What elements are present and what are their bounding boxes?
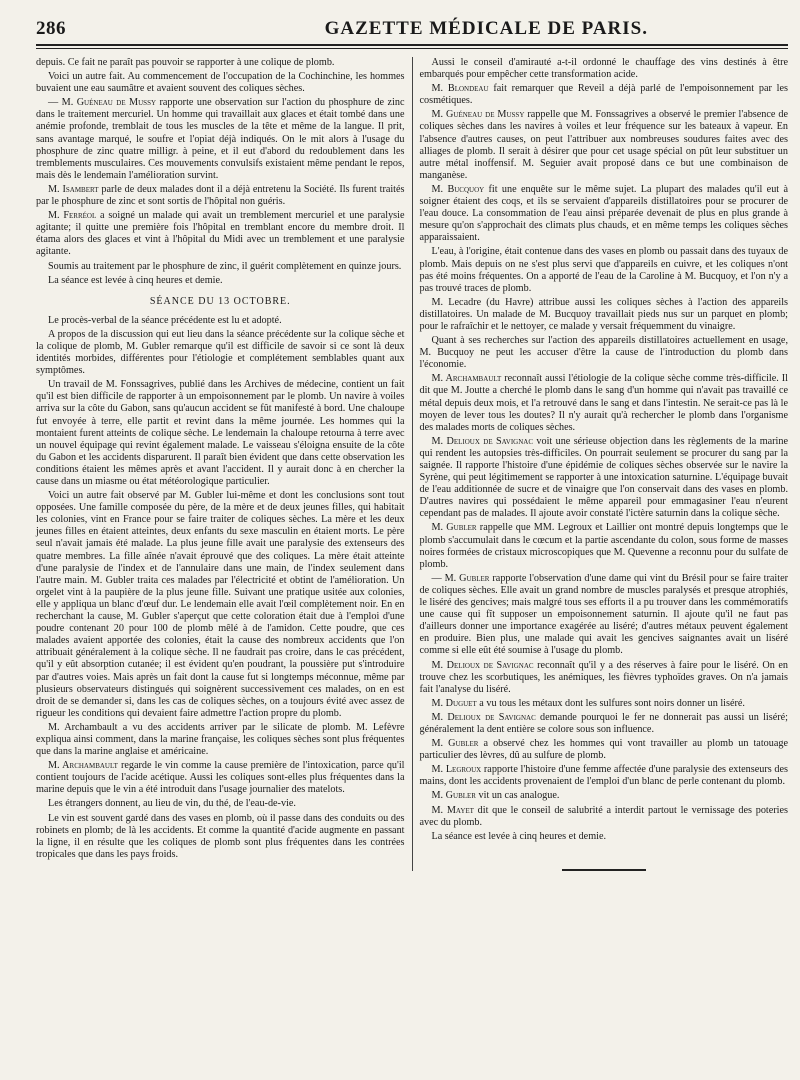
- speaker-name: M. Gubler: [431, 790, 476, 802]
- paragraph: — M. Gubler rapporte l'observation d'une dame qui vint du Brésil pour se faire traiter de coliques sèches. Elle avait un grand nombre de muscles paralysés et presque atrophiés, le liséré des gencives; mais malgré tous ses efforts il a pu trouver dans les commémoratifs une cause qui fît supposer un empoisonnement saturnin. Il ajoute qu'il ne faut pas d'ailleurs donner une importance exagérée au liséré; d'autres métaux peuvent également en produire. Bien plus, une malade qui avait les gencives saignantes avait un liséré comme si elle eût été soumise à l'usage du plomb.: [419, 572, 788, 657]
- speaker-name: M. Gubler: [431, 522, 477, 534]
- speaker-name: M. Ferréol: [48, 210, 97, 222]
- speaker-name: M. Isambert: [48, 183, 99, 195]
- header-rule: [36, 44, 788, 49]
- two-column-body: [36, 57, 788, 871]
- paragraph: L'eau, à l'origine, était contenue dans des vases en plomb ou passait dans des tuyaux de plomb. Mais depuis on ne s'est plus servi que d'appareils en cuivre, et les coliques n'ont pas été moins fréquentes. On a apporté de l'eau de la Caroline à M. Bucquoy, et l'on n'y a pas trouvé traces de plomb.: [419, 246, 788, 294]
- paragraph: M. Archambault reconnaît aussi l'étiologie de la colique sèche comme très-difficile. Il dit que M. Joutte a cherché le plomb dans le sang d'un homme qui n'avait pas travaillé ce métal depuis deux mois, et l'a retrouvé dans le sang et dans l'intestin. Ne serait-ce pas là le moyen de lever tous les doutes? Il n'y aurait qu'à rechercher le plomb dans l'organisme des malades morts de coliques sèches.: [419, 373, 788, 433]
- paragraph: Les étrangers donnent, au lieu de vin, du thé, de l'eau-de-vie.: [48, 798, 296, 810]
- paragraph: Quant à ses recherches sur l'action des appareils distillatoires actuellement en usage, M. Bucquoy ne peut les accuser d'être la cause de l'introduction du plomb dans l'économie.: [419, 335, 788, 371]
- paragraph: M. Gubler a observé chez les hommes qui vont travailler au plomb un tatouage particulier des lèvres, dû au sulfure de plomb.: [419, 738, 788, 762]
- paragraph: A propos de la discussion qui eut lieu dans la séance précédente sur la colique sèche et la colique de plomb, M. Gubler remarque qu'il est difficile de savoir si ce sont là deux identités morbides, différentes pour l'étiologie et complétement semblables quant aux symptômes.: [36, 328, 405, 377]
- paragraph: M. Archambault a vu des accidents arriver par le silicate de plomb. M. Lefèvre expliqua ainsi comment, dans la marine française, les coliques sèches sont plus fréquentes que dans la marine anglaise et américaine.: [36, 721, 405, 758]
- paragraph: Le procès-verbal de la séance précédente est lu et adopté.: [48, 314, 282, 326]
- speaker-name: M. Legroux: [431, 764, 482, 776]
- paragraph: Aussi le conseil d'amirauté a-t-il ordonné le chauffage des vins destinés à être embarqués pour empêcher cette transformation acide.: [419, 57, 788, 81]
- speaker-name: M. Guéneau de Mussy: [431, 109, 525, 121]
- paragraph: Un travail de M. Fonssagrives, publié dans les Archives de médecine, contient un fait qu'il est bien difficile de rapporter à un empoisonnement par le plomb. Un navire à voiles arriva sur la côte du Gabon, sans qu'aucun accident se fût manifesté à bord. Une chaloupe fut envoyée à terre, elle partit et revint dans la même journée. Les hommes qui la montaient furent atteints de colique sèche. Le lendemain la chaloupe retourna à terre avec un nouvel équipage qui revint également malade. Le vaisseau s'éloigna ensuite de la côte du Gabon et les accidents disparurent. Il paraît bien évident que dans cette observation les conditions étaient les mêmes après et avant l'accident. Il y aurait donc à en chercher la cause dans un miasme ou état météorologique particulier.: [36, 379, 405, 487]
- session-heading: SÉANCE DU 13 OCTOBRE.: [149, 295, 291, 307]
- paragraph: M. Delioux de Savignac demande pourquoi le fer ne donnerait pas aussi un liséré; généralement la dent entière se colore sous son influence.: [419, 711, 788, 735]
- speaker-name: — M. Guéneau de Mussy: [48, 97, 157, 109]
- speaker-name: M. Bucquoy: [431, 183, 485, 195]
- paragraph: depuis. Ce fait ne paraît pas pouvoir se rapporter à une colique de plomb.: [36, 57, 335, 68]
- speaker-name: M. Delioux de Savignac: [431, 711, 536, 723]
- speaker-name: — M. Gubler: [431, 572, 490, 584]
- paragraph: Voici un autre fait observé par M. Gubler lui-même et dont les conclusions sont tout opposées. Une famille composée du père, de la mère et de deux jeunes filles, qui habitait les colonies, vint en France pour se faire traiter de coliques sèches. La mère et les deux jeunes filles en étaient atteintes, deux enfants du sexe masculin en étaient morts. Le père seul n'avait jamais été malade. La plus jeune fille avait une paralysie des extenseurs des quatre membres. La fille aînée n'avait éprouvé que des coliques. La mère était atteinte d'une paralysie de l'index et de l'annulaire dans une main, de l'index seulement dans l'autre main. M. Gubler traita ces malades par l'électricité et obtint de l'amélioration. Un orgelet vint à la paupière de la plus jeune fille. Suivant une pratique usitée aux colonies, elle y appliqua un blanc d'œuf dur. Le lendemain elle avait l'œil complètement noir. En en recherchant la cause, M. Gubler s'aperçut que cette coloration était due à l'emploi d'une poudre contenant 20 pour 100 de plomb mêlé à de l'amidon. Cette poudre, que ces malades avaient apportée des colonies, était la cause des nombreux accidents que l'on attribuait généralement à la colique sèche. Il ne faudrait pas croire, dans le cas précédent, qu'il y eût absorption cutanée; il est évident qu'en poudrant, la poussière put s'introduire par d'autres voies. Mais après un fait dont la cause fut si longtemps méconnue, même par plusieurs observateurs distingués qui soignèrent successivement ces malades, on en est droit de se demander si, dans les cas de coliques sèches, on a toujours évité avec assez de rigueur les conditions qui devaient faire admettre l'action propre du plomb.: [36, 490, 405, 719]
- paragraph: M. Bucquoy fit une enquête sur le même sujet. La plupart des malades qu'il eut à soigner étaient des coqs, et ils se servaient d'appareils distillatoires pour se procurer de l'eau douce. La consommation de l'eau ainsi préparée devenait de plus en plus grande à mesure qu'on s'approchait des climats plus chauds, et en même temps les coliques sèches apparaissaient.: [419, 183, 788, 244]
- paragraph: La séance est levée à cinq heures et demie.: [48, 274, 223, 286]
- speaker-name: M. Mayet: [431, 804, 474, 816]
- paragraph: Soumis au traitement par le phosphure de zinc, il guérit complètement en quinze jours.: [48, 260, 402, 272]
- closing-rule: [562, 869, 646, 871]
- speaker-name: M. Delioux de Savignac: [431, 435, 534, 447]
- paragraph: M. Gubler vit un cas analogue.: [431, 790, 560, 802]
- paragraph: M. Lecadre (du Havre) attribue aussi les coliques sèches à l'action des appareils distillatoires. Un malade de M. Bucquoy travaillait pieds nus sur un parquet en plomb; pour le rafraîchir et le nettoyer, ce malade y versait fréquemment du vinaigre.: [419, 296, 788, 332]
- left-column: [36, 57, 412, 871]
- paragraph: M. Ferréol a soigné un malade qui avait un tremblement mercuriel et une paralysie agitante; il quitte une première fois l'hôpital en tremblant encore du membre droit. Il étama alors des glaces et vint à l'hôpital du Midi avec un tremblement et une paralysie agitante.: [36, 210, 405, 258]
- right-column: [412, 57, 789, 871]
- paragraph: M. Guéneau de Mussy rappelle que M. Fonssagrives a observé le premier l'absence de coliques sèches dans les navires à voiles et leur fréquence sur les bateaux à vapeur. En l'absence d'autres causes, on peut l'attribuer aux nombreuses soudures faites avec des alliages de plomb. Il serait à désirer que pour cet usage spécial on pût leur substituer un autre métal inoffensif. M. Seguier avait proposé dans ce but une combinaison de manganèse.: [419, 109, 788, 181]
- speaker-name: M. Blondeau: [431, 83, 489, 95]
- journal-title: GAZETTE MÉDICALE DE PARIS.: [324, 18, 648, 39]
- paragraph: M. Gubler rappelle que MM. Legroux et Laillier ont montré depuis longtemps que le plomb s'accumulait dans le cœcum et la partie ascendante du colon, sous forme de masses noires formées de cristaux microscopiques que M. Quevenne a reconnu pour du sulfate de plomb.: [419, 522, 788, 570]
- paragraph: La séance est levée à cinq heures et demie.: [431, 830, 607, 842]
- paragraph: M. Archambault regarde le vin comme la cause première de l'intoxication, parce qu'il contient toujours de l'acide acétique. Aussi les coliques sont-elles plus fréquentes dans la marine depuis que le vin a été introduit dans l'usage journalier des matelots.: [36, 760, 405, 796]
- speaker-name: M. Delioux de Savignac: [431, 659, 534, 671]
- speaker-name: M. Archambault: [431, 373, 502, 385]
- paragraph: M. Delioux de Savignac voit une sérieuse objection dans les règlements de la marine qui rendent les autopsies très-difficiles. On pourrait seulement se procurer du sang par la saignée. Il rapporte l'histoire d'une épidémie de coliques sèches observée sur le navire la Syrène, qui peut légitimement se rapporter à une intoxication saturnine. L'équipage buvait de l'eau additionnée de sucre et de vinaigre que l'on conservait dans des vases en plomb. D'autres navires qui possédaient le même appareil pour emmagasiner l'eau n'eurent cependant pas de malades. Il ajoute avoir constaté l'ictère saturnin dans la colique sèche.: [419, 435, 788, 520]
- paragraph: M. Isambert parle de deux malades dont il a déjà entretenu la Société. Ils furent traités par le phosphure de zinc et sont sortis de l'hôpital non guéris.: [36, 183, 405, 208]
- page-number: 286: [36, 18, 66, 39]
- paragraph: — M. Guéneau de Mussy rapporte une observation sur l'action du phosphure de zinc dans le traitement mercuriel. Un homme qui travaillait aux glaces et était tombé dans une anémie profonde, tremblait de tous les muscles de la tête et même de la langue. Il prit, sans avantage marqué, le soufre et l'opiat déjà indiqués. On le mit alors à l'usage du phosphure de zinc quatre milligr. à peine, et il eut d'abord du redoublement dans les tremblements musculaires. Ces mouvements convulsifs existaient même pendant le repos, mais dès le lendemain l'amélioration survint.: [36, 97, 405, 181]
- paragraph: M. Delioux de Savignac reconnaît qu'il y a des réserves à faire pour le liséré. On en trouve chez les scorbutiques, les anémiques, les fièvres typhoïdes graves. On n'a jamais fait l'analyse du liséré.: [419, 659, 788, 695]
- page-header: [36, 18, 788, 40]
- paragraph: M. Duguet a vu tous les métaux dont les sulfures sont noirs donner un liséré.: [431, 697, 745, 709]
- paragraph: M. Mayet dit que le conseil de salubrité a interdit partout le vernissage des poteries avec du plomb.: [419, 804, 788, 828]
- speaker-name: M. Gubler: [431, 738, 479, 750]
- paragraph: M. Legroux rapporte l'histoire d'une femme affectée d'une paralysie des extenseurs des mains, dont les accidents provenaient de l'emploi d'un blanc de perle contenant du plomb.: [419, 764, 788, 788]
- paragraph: M. Blondeau fait remarquer que Reveil a déjà parlé de l'empoisonnement par les cosmétiques.: [419, 83, 788, 107]
- paragraph: Voici un autre fait. Au commencement de l'occupation de la Cochinchine, les hommes buvaient une eau saumâtre et avaient souvent des coliques sèches.: [36, 71, 405, 95]
- paragraph: Le vin est souvent gardé dans des vases en plomb, où il passe dans des conduits ou des robinets en plomb; de là les accidents. Et comme la quantité d'acide augmente en passant la ligne, il en résulte que les coliques de plomb sont plus fréquentes dans les contrées tropicales que dans les pays froids.: [36, 812, 405, 860]
- speaker-name: M. Archambault: [48, 760, 118, 772]
- speaker-name: M. Duguet: [431, 697, 477, 709]
